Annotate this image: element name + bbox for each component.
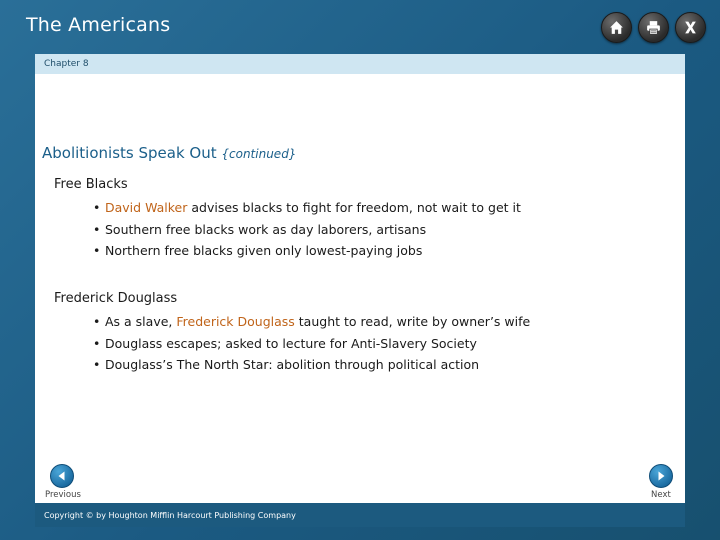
highlight-term: David Walker <box>105 200 188 215</box>
section-heading-frederick-douglass: Frederick Douglass <box>54 291 178 306</box>
list-item <box>93 219 521 241</box>
slide-title-text: Abolitionists Speak Out <box>42 144 217 162</box>
copyright-text: Copyright © by Houghton Mifflin Harcourt Publishing Company <box>44 510 296 520</box>
bullet-text: Northern free blacks given only lowest-paying jobs <box>105 243 423 258</box>
list-item <box>93 197 521 219</box>
slide-title <box>42 144 296 162</box>
previous-label[interactable]: Previous <box>45 490 81 500</box>
next-button[interactable] <box>649 464 673 488</box>
slide-title-suffix: {continued} <box>221 147 297 161</box>
chapter-label: Chapter 8 <box>44 59 89 69</box>
top-toolbar <box>601 12 706 43</box>
close-button[interactable] <box>675 12 706 43</box>
list-item <box>93 311 530 333</box>
bullet-list-frederick-douglass <box>93 311 530 376</box>
bullet-text: Douglass’s The North Star: abolition through political action <box>105 357 480 372</box>
bullet-text: Southern free blacks work as day laborers, artisans <box>105 221 427 237</box>
list-item <box>93 240 521 262</box>
bullet-text: advises blacks to fight for freedom, not wait to get it <box>187 200 521 215</box>
bullet-text: taught to read, write by owner’s wife <box>294 314 531 329</box>
list-item <box>93 354 530 376</box>
home-icon <box>608 19 625 36</box>
print-button[interactable] <box>638 12 669 43</box>
arrow-left-icon <box>56 470 68 482</box>
list-item <box>93 333 530 355</box>
arrow-right-icon <box>655 470 667 482</box>
print-icon <box>645 19 662 36</box>
section-heading-free-blacks: Free Blacks <box>54 177 128 192</box>
highlight-term: Frederick Douglass <box>176 314 295 329</box>
home-button[interactable] <box>601 12 632 43</box>
footer-bar <box>35 503 685 527</box>
bullet-text: Douglass escapes; asked to lecture for Anti-Slavery Society <box>105 335 477 351</box>
close-icon <box>682 19 699 36</box>
previous-button[interactable] <box>50 464 74 488</box>
app-title: The Americans <box>26 14 171 36</box>
bullet-prefix: As a slave, <box>105 314 177 329</box>
next-label[interactable]: Next <box>651 490 671 500</box>
bullet-list-free-blacks <box>93 197 521 262</box>
chapter-bar <box>35 54 685 74</box>
slide-content <box>35 74 685 503</box>
